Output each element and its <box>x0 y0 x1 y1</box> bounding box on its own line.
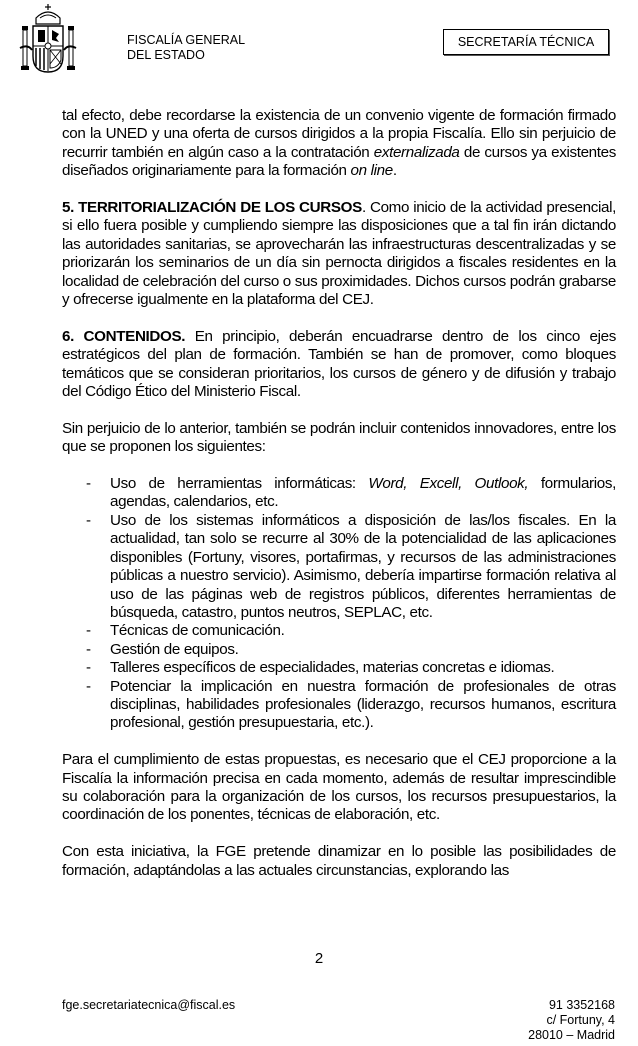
spain-coat-of-arms-icon <box>18 4 78 74</box>
organization-name <box>127 33 245 63</box>
paragraph: tal efecto, debe recordarse la existencia de un convenio vigente de formación firmado con la UNED y una oferta de cursos dirigidos a la propia Fiscalía. Ello sin perjuicio de recurrir también en algún caso a la contratación externalizada de cursos ya existentes diseñados originariamente para la formación on line. <box>62 107 616 180</box>
org-line-2: DEL ESTADO <box>127 48 205 62</box>
paragraph: Sin perjuicio de lo anterior, también se podrán incluir contenidos innovadores, entre los que se proponen los siguientes: <box>62 419 616 456</box>
list-item: - Potenciar la implicación en nuestra formación de profesionales de otras disciplinas, habilidades profesionales (liderazgo, recursos humanos, escritura profesional, gestión presupuestaria, etc.). <box>86 677 616 732</box>
dash-bullet: - <box>86 511 91 529</box>
document-body <box>62 107 616 880</box>
list-item: - Uso de los sistemas informáticos a disposición de las/los fiscales. En la actualidad, tan solo se recurre al 30% de la potencialidad de las aplicaciones disponibles (Fortuny, visores, portafirmas, y recursos de las administraciones públicas a nuestro servicio). Asimismo, debería impartirse formación relativa al uso de las páginas web de registros públicos, diferentes herramientas de búsqueda, catastro, puntos neutros, SEPLAC, etc. <box>86 511 616 621</box>
org-line-1: FISCALÍA GENERAL <box>127 33 246 47</box>
footer-city: 28010 – Madrid <box>528 1028 615 1042</box>
content-list <box>62 475 616 733</box>
footer-address: c/ Fortuny, 4 <box>546 1013 615 1027</box>
section-heading: 6. CONTENIDOS. <box>62 327 186 345</box>
dash-bullet: - <box>86 475 91 493</box>
section-heading: 5. TERRITORIALIZACIÓN DE LOS CURSOS <box>62 199 362 217</box>
paragraph: Para el cumplimiento de estas propuestas, es necesario que el CEJ proporcione a la Fiscalía la información precisa en cada momento, además de resultar imprescindible su colaboración para la organización de los cursos, los recursos presupuestarios, la coordinación de los ponentes, técnicas de elaboración, etc. <box>62 751 616 824</box>
department-box: SECRETARÍA TÉCNICA <box>443 29 609 55</box>
list-item: - Talleres específicos de especialidades, materias concretas e idiomas. <box>86 659 555 677</box>
footer-phone: 91 3352168 <box>548 998 615 1012</box>
page-number: 2 <box>314 950 324 967</box>
footer-contact <box>528 998 615 1043</box>
paragraph: Con esta iniciativa, la FGE pretende dinamizar en lo posible las posibilidades de formación, adaptándolas a las actuales circunstancias, explorando las <box>62 843 616 879</box>
footer-email[interactable]: fge.secretariatecnica@fiscal.es <box>62 998 236 1012</box>
dash-bullet: - <box>86 659 91 677</box>
dash-bullet: - <box>86 640 91 658</box>
list-item: - Técnicas de comunicación. <box>86 622 285 640</box>
dash-bullet: - <box>86 677 91 695</box>
list-item: - Uso de herramientas informáticas: Word, Excell, Outlook, formularios, agendas, calendarios, etc. <box>86 475 616 511</box>
section-6-paragraph: 6. CONTENIDOS. En principio, deberán encuadrarse dentro de los cinco ejes estratégicos del plan de formación. También se han de promover, como bloques temáticos que se consideran prioritarios, los cursos de género y de difusión y trabajo del Código Ético del Ministerio Fiscal. <box>62 327 616 401</box>
list-item: - Gestión de equipos. <box>86 640 239 658</box>
dash-bullet: - <box>86 622 91 640</box>
section-5-paragraph: 5. TERRITORIALIZACIÓN DE LOS CURSOS. Como inicio de la actividad presencial, si ello fuera posible y cumpliendo siempre las disposiciones que a tal fin irán dictando las autoridades sanitarias, se aprovecharán las infraestructuras descentralizadas y se priorizarán los seminarios de un día sin pernocta dirigidos a fiscales residentes en la localidad de celebración del curso o sus proximidades. Dichos cursos podrán grabarse y ofrecerse igualmente en la plataforma del CEJ. <box>62 199 616 309</box>
